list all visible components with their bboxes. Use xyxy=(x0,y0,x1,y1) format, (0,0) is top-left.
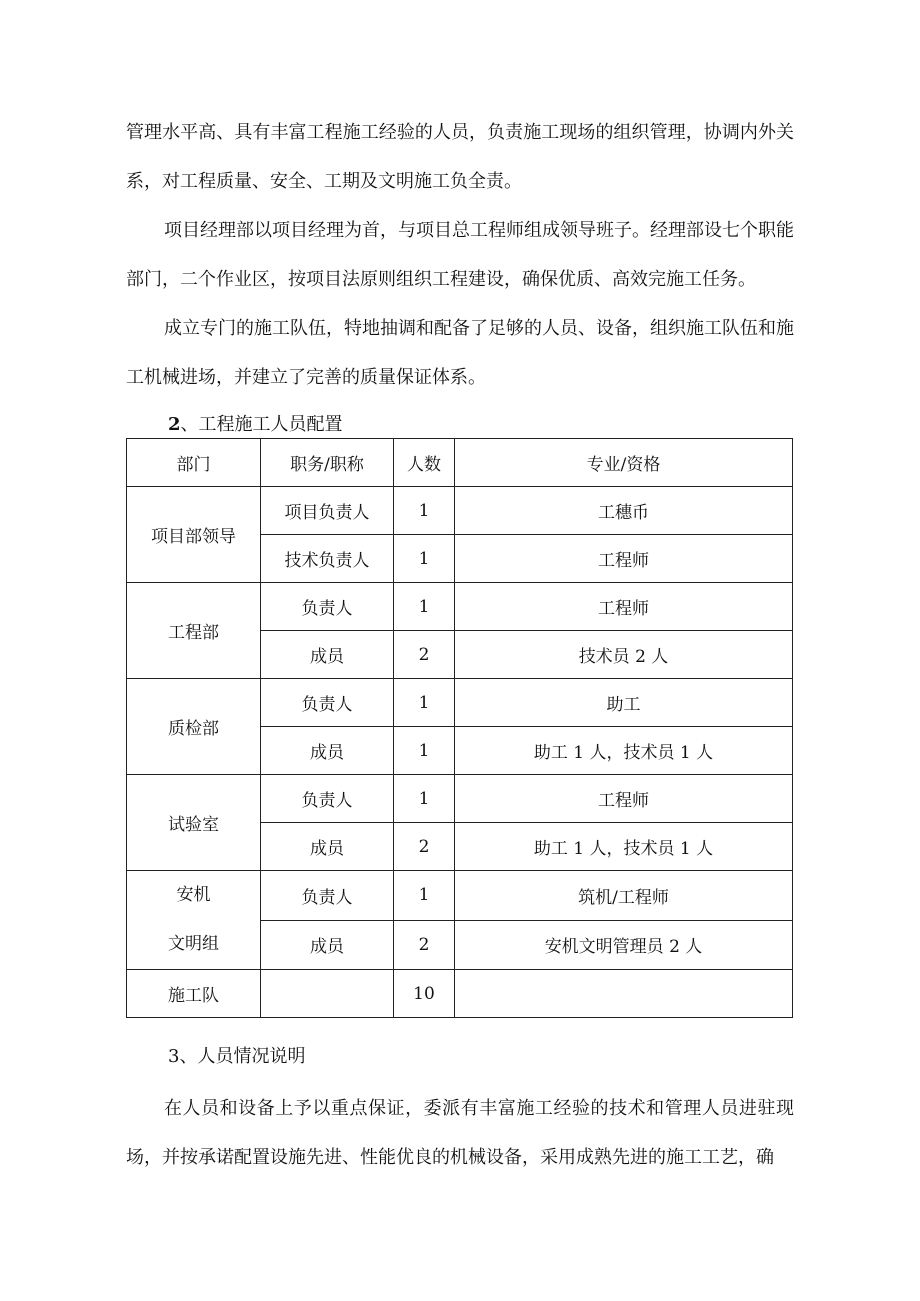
header-qualification: 专业/资格 xyxy=(455,439,793,487)
count-cell: 2 xyxy=(394,631,455,679)
count-cell: 2 xyxy=(394,920,455,970)
table-row xyxy=(127,583,793,631)
role-cell: 负责人 xyxy=(261,871,394,921)
count-cell: 1 xyxy=(394,583,455,631)
qual-cell: 筑机/工程师 xyxy=(455,871,793,921)
qual-cell: 助工 1 人，技术员 1 人 xyxy=(455,727,793,775)
section-3-heading: 3、人员情况说明 xyxy=(168,1046,306,1067)
role-cell: 负责人 xyxy=(261,679,394,727)
dept-safety-civilized xyxy=(127,871,261,970)
dept-laboratory: 试验室 xyxy=(127,775,261,871)
count-cell: 1 xyxy=(394,487,455,535)
section-2-title: 、工程施工人员配置 xyxy=(180,414,343,435)
role-cell: 负责人 xyxy=(261,583,394,631)
qual-cell: 助工 xyxy=(455,679,793,727)
dept-safety-line-2: 文明组 xyxy=(168,934,219,954)
table-row xyxy=(127,775,793,823)
paragraph-1: 管理水平高、具有丰富工程施工经验的人员，负责施工现场的组织管理，协调内外关系，对工程质量、安全、工期及文明施工负全责。 xyxy=(126,122,794,192)
header-count: 人数 xyxy=(394,439,455,487)
table-row xyxy=(127,970,793,1018)
staff-table xyxy=(126,438,793,1018)
qual-cell: 助工 1 人，技术员 1 人 xyxy=(455,823,793,871)
section-2-number: 2 xyxy=(168,414,181,435)
paragraph-2: 项目经理部以项目经理为首，与项目总工程师组成领导班子。经理部设七个职能部门，二个作业区，按项目法原则组织工程建设，确保优质、高效完施工任务。 xyxy=(126,220,794,290)
table-header-row xyxy=(127,439,793,487)
count-cell: 10 xyxy=(394,970,455,1018)
table-row xyxy=(127,679,793,727)
qual-cell: 技术员 2 人 xyxy=(455,631,793,679)
role-cell xyxy=(261,970,394,1018)
role-cell: 成员 xyxy=(261,920,394,970)
dept-safety-line-1: 安机 xyxy=(176,885,211,905)
count-cell: 1 xyxy=(394,727,455,775)
table-row xyxy=(127,871,793,921)
role-cell: 项目负责人 xyxy=(261,487,394,535)
count-cell: 1 xyxy=(394,871,455,921)
qual-cell: 安机文明管理员 2 人 xyxy=(455,920,793,970)
header-role: 职务/职称 xyxy=(261,439,394,487)
dept-engineering: 工程部 xyxy=(127,583,261,679)
qual-cell: 工程师 xyxy=(455,583,793,631)
qual-cell: 工穗币 xyxy=(455,487,793,535)
section-2-heading xyxy=(168,413,343,437)
qual-cell xyxy=(455,970,793,1018)
role-cell: 成员 xyxy=(261,727,394,775)
table-row xyxy=(127,487,793,535)
count-cell: 1 xyxy=(394,535,455,583)
count-cell: 1 xyxy=(394,679,455,727)
count-cell: 1 xyxy=(394,775,455,823)
role-cell: 成员 xyxy=(261,631,394,679)
paragraph-4: 在人员和设备上予以重点保证，委派有丰富施工经验的技术和管理人员进驻现场，并按承诺配置设施先进、性能优良的机械设备，采用成熟先进的施工工艺，确 xyxy=(126,1098,794,1168)
qual-cell: 工程师 xyxy=(455,535,793,583)
paragraph-3: 成立专门的施工队伍，特地抽调和配备了足够的人员、设备，组织施工队伍和施工机械进场，并建立了完善的质量保证体系。 xyxy=(126,318,794,388)
header-department: 部门 xyxy=(127,439,261,487)
role-cell: 成员 xyxy=(261,823,394,871)
qual-cell: 工程师 xyxy=(455,775,793,823)
dept-leadership: 项目部领导 xyxy=(127,487,261,583)
dept-construction-team: 施工队 xyxy=(127,970,261,1018)
role-cell: 技术负责人 xyxy=(261,535,394,583)
dept-quality-control: 质检部 xyxy=(127,679,261,775)
count-cell: 2 xyxy=(394,823,455,871)
role-cell: 负责人 xyxy=(261,775,394,823)
